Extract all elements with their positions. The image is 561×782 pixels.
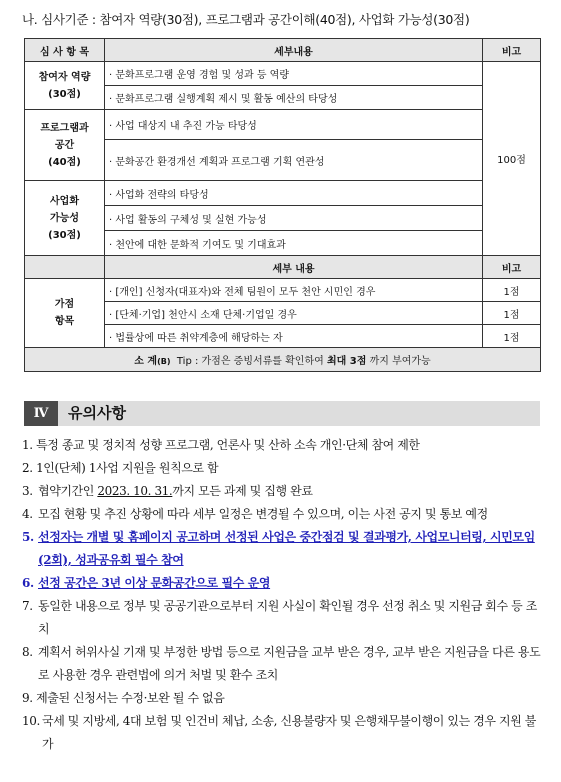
tip-text: Tip : 가점은 증빙서류를 확인하여: [176, 356, 327, 367]
table-header-row: [25, 39, 541, 62]
tip-text-end: 까지 부여가능: [366, 356, 431, 367]
note-item: [22, 526, 542, 572]
note-item: [22, 480, 542, 503]
bonus-header-row: [25, 256, 541, 279]
criterion-cell: · 문화프로그램 실행계획 제시 및 활동 예산의 타당성: [105, 86, 483, 110]
table-row: [25, 110, 541, 140]
note-number: 3.: [22, 484, 33, 498]
bonus-detail-header: 세부 내용: [105, 256, 483, 279]
criterion-cell: · 문화프로그램 운영 경험 및 성과 등 역량: [105, 62, 483, 86]
col-note-header: 비고: [483, 39, 541, 62]
section-title: 유의사항: [68, 404, 126, 422]
deadline-date: 2023. 10. 31.: [97, 484, 173, 498]
table-row: [25, 181, 541, 206]
note-item: 1. 특정 종교 및 정치적 성향 프로그램, 언론사 및 산하 소속 개인·단체 참여 제한: [22, 438, 420, 452]
category-label: 참여자 역량 (30점): [38, 71, 91, 100]
note-item: [22, 595, 542, 641]
bonus-criterion-cell: · [단체·기업] 천안시 소재 단체·기업일 경우: [105, 302, 483, 325]
note-text: 계획서 허위사실 기재 및 부정한 방법 등으로 지원금을 교부 받은 경우, 교부 받은 지원금을 다른 용도로 사용한 경우 관련법에 의거 처벌 및 환수 조치: [38, 645, 541, 682]
bonus-criterion-cell: · 법률상에 따른 취약계층에 해당하는 자: [105, 325, 483, 348]
subtotal-label: 소 계: [134, 356, 158, 367]
note-item: [22, 503, 542, 526]
category-program-space: [25, 110, 105, 181]
section-bar: [24, 401, 540, 426]
bonus-score-cell: 1점: [483, 325, 541, 348]
bonus-score-cell: 1점: [483, 302, 541, 325]
score-cell: 100점: [483, 62, 541, 256]
subtotal-row: [25, 348, 541, 372]
note-item: [22, 710, 542, 756]
note-text: 국세 및 지방세, 4대 보험 및 인건비 체납, 소송, 신용불량자 및 은행채무불이행이 있는 경우 지원 불가: [42, 714, 536, 751]
category-business: [25, 181, 105, 256]
notes-list: [22, 434, 542, 756]
category-bonus: [25, 279, 105, 348]
note-item: [22, 572, 542, 595]
note-text: 까지 모든 과제 및 집행 완료: [172, 484, 313, 498]
tip-max: 최대 3점: [326, 356, 367, 367]
criterion-cell: · 사업 대상지 내 추진 가능 타당성: [105, 110, 483, 140]
section-heading: 나. 심사기준 : 참여자 역량(30점), 프로그램과 공간이해(40점), 사업화 가능성(30점): [22, 12, 470, 27]
note-item: 9. 제출된 신청서는 수정·보완 될 수 없음: [22, 691, 225, 705]
note-text: 동일한 내용으로 정부 및 공공기관으로부터 지원 사실이 확인될 경우 선정 취소 및 지원금 회수 등 조치: [38, 599, 537, 636]
note-text-highlight: 선정 공간은 3년 이상 문화공간으로 필수 운영: [38, 576, 271, 590]
note-number: 4.: [22, 507, 33, 521]
category-label: 프로그램과 공간 (40점): [40, 122, 89, 168]
subtotal-cell: [25, 348, 541, 372]
criterion-cell: · 사업화 전략의 타당성: [105, 181, 483, 206]
note-text-highlight: 선정자는 개별 및 홈페이지 공고하며 선정된 사업은 중간점검 및 결과평가, 사업모니터링, 시민모임(2회), 성과공유회 필수 참여: [38, 530, 535, 567]
note-number: 10.: [22, 714, 40, 728]
bonus-score-cell: 1점: [483, 279, 541, 302]
criteria-table: [24, 38, 541, 372]
category-participant: [25, 62, 105, 110]
criterion-cell: · 문화공간 환경개선 계획과 프로그램 기획 연관성: [105, 140, 483, 181]
col-detail-header: 세부내용: [105, 39, 483, 62]
section-number: Ⅳ: [24, 401, 58, 426]
subtotal-sub: (B): [157, 357, 171, 366]
criterion-cell: · 천안에 대한 문화적 기여도 및 기대효과: [105, 231, 483, 256]
note-item: 2. 1인(단체) 1사업 지원을 원칙으로 함: [22, 461, 219, 475]
category-label: 가점 항목: [54, 299, 75, 327]
bonus-header-blank: [25, 256, 105, 279]
table-row: [25, 62, 541, 86]
note-number: 6.: [22, 576, 34, 590]
note-number: 5.: [22, 530, 34, 544]
bonus-criterion-cell: · [개인] 신청자(대표자)와 전체 팀원이 모두 천안 시민인 경우: [105, 279, 483, 302]
category-label: 사업화 가능성 (30점): [48, 195, 81, 241]
note-number: 8.: [22, 645, 33, 659]
col-item-header: 심 사 항 목: [25, 39, 105, 62]
table-row: [25, 279, 541, 302]
bonus-note-header: 비고: [483, 256, 541, 279]
note-text: 협약기간인: [38, 484, 98, 498]
note-text: 모집 현황 및 추진 상황에 따라 세부 일정은 변경될 수 있으며, 이는 사전 공지 및 통보 예정: [38, 507, 488, 521]
note-number: 7.: [22, 599, 33, 613]
criterion-cell: · 사업 활동의 구체성 및 실현 가능성: [105, 206, 483, 231]
note-item: [22, 641, 542, 687]
